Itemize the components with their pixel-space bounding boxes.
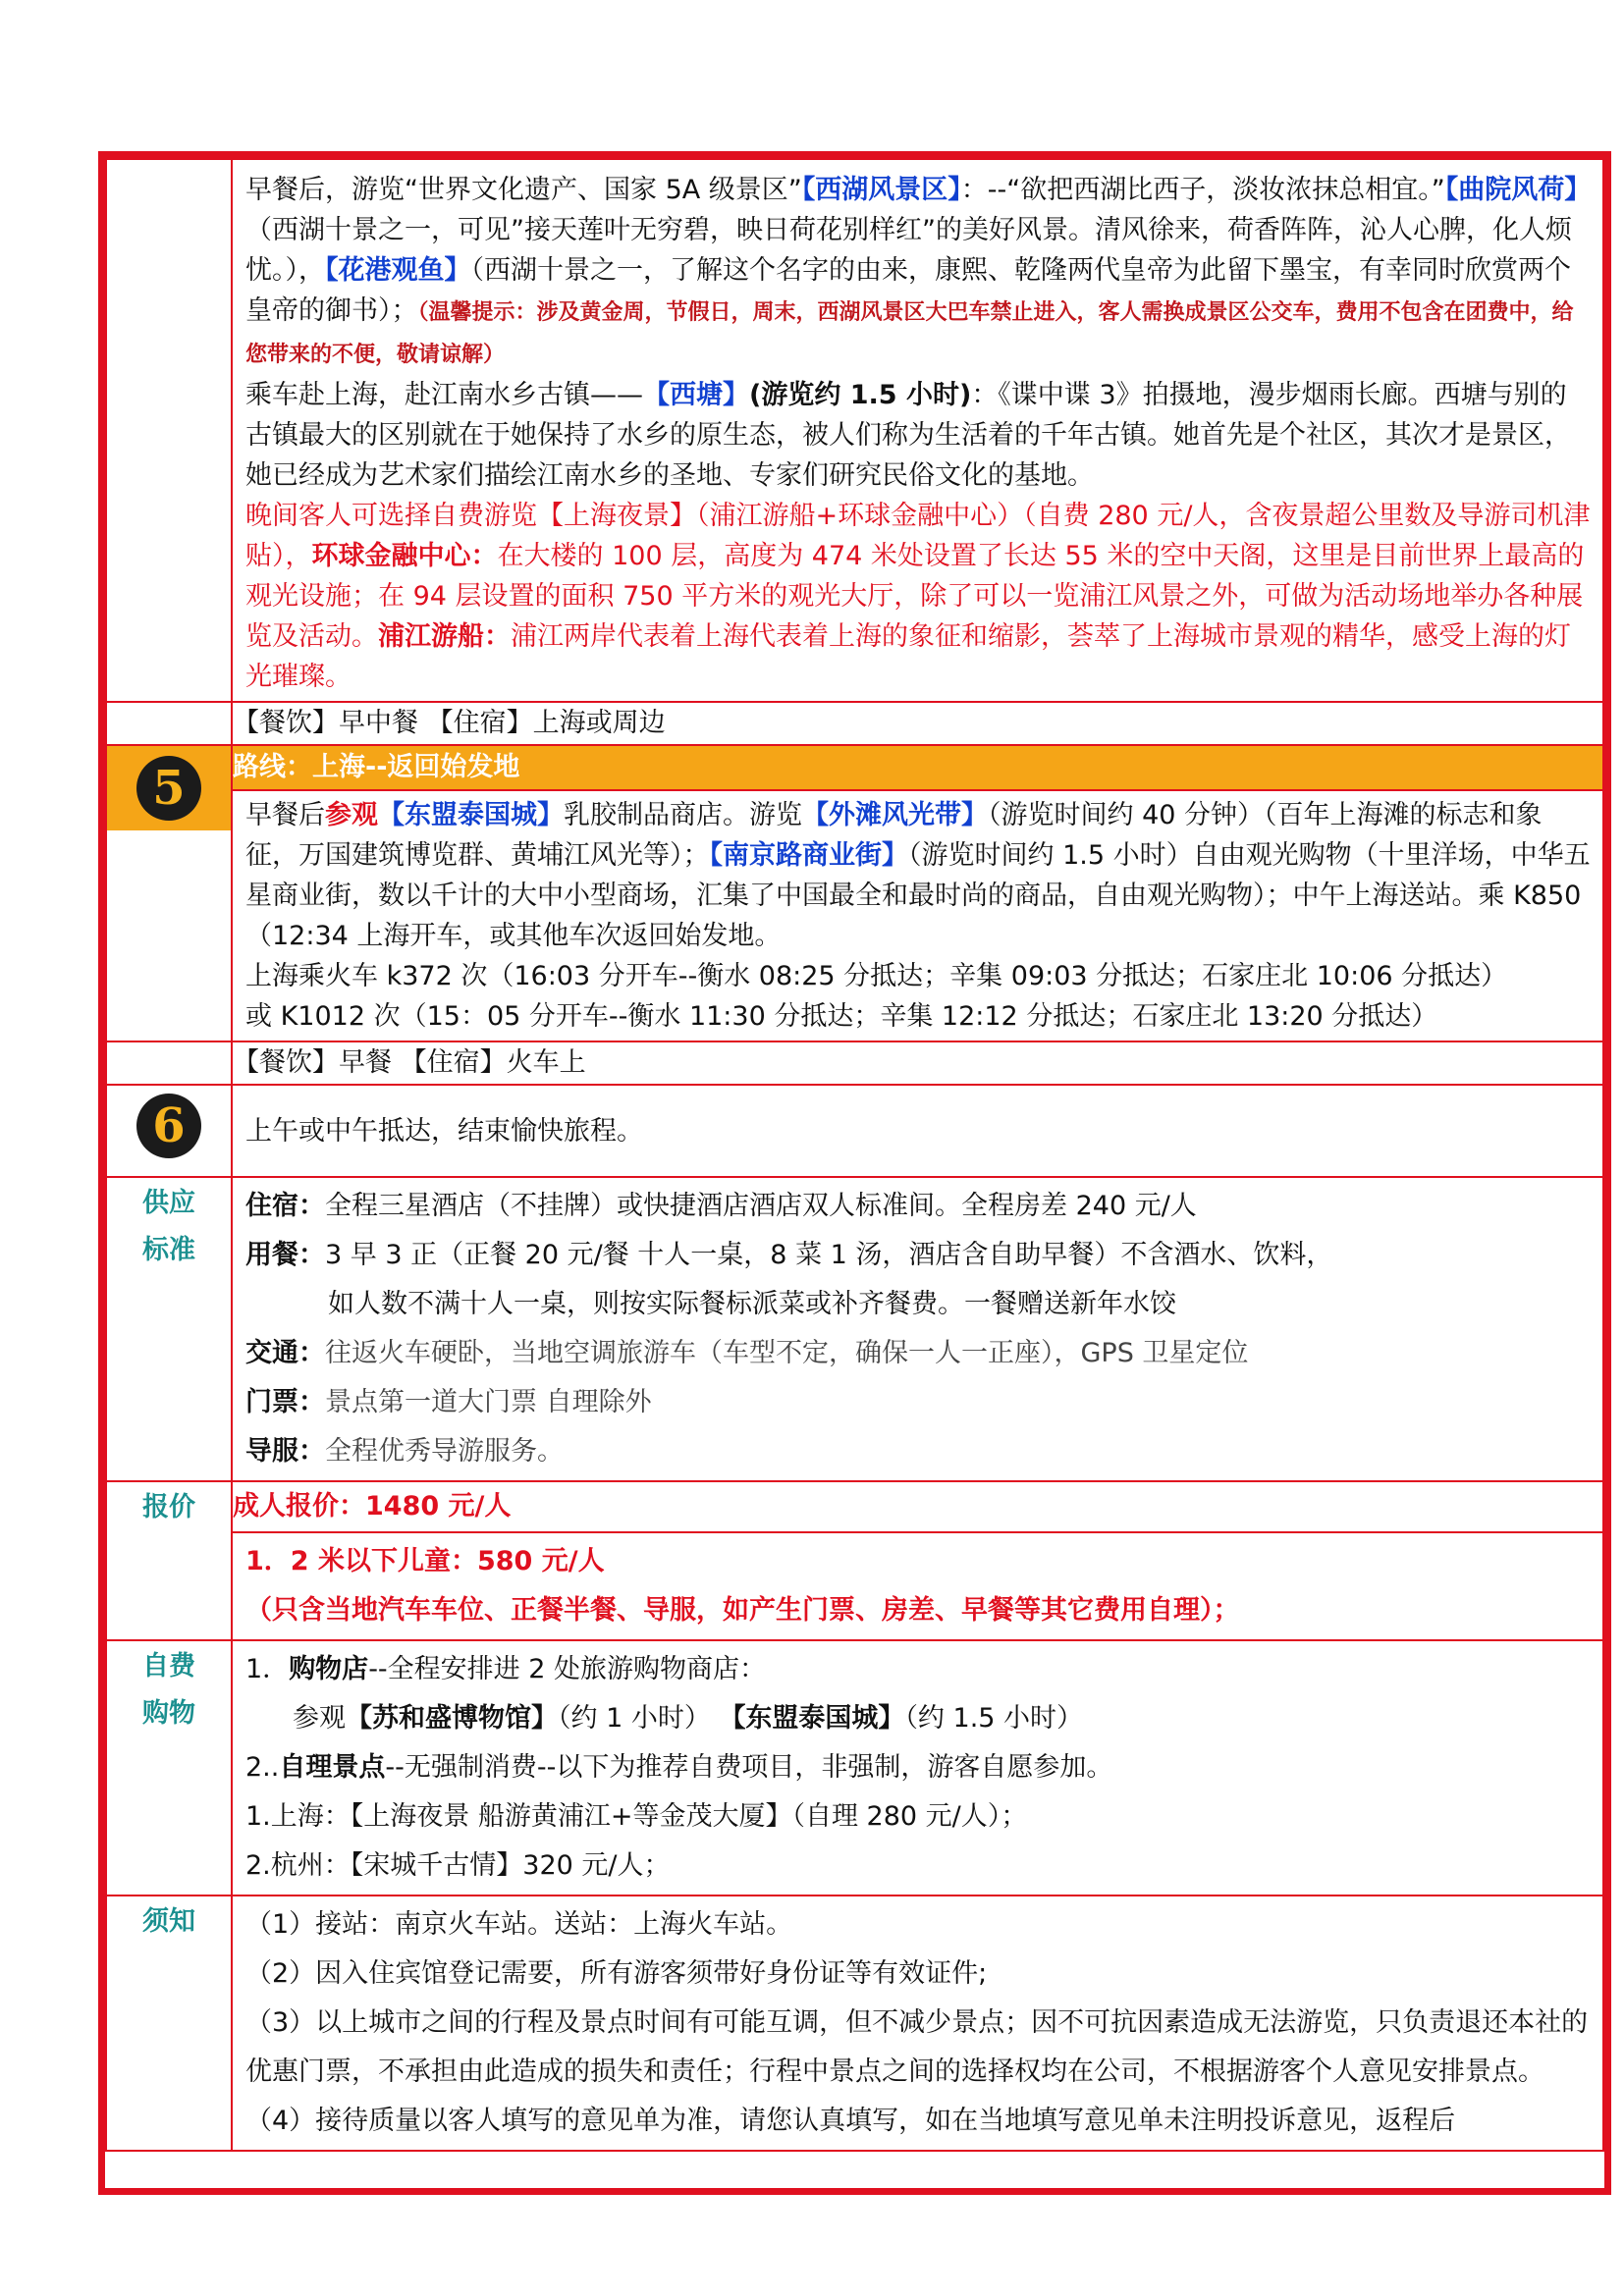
supply-tickets: [245, 1378, 1593, 1427]
quyuan-spot: 【曲院风荷】: [1444, 175, 1592, 205]
transport-key: 交通：: [245, 1338, 325, 1368]
nightview-intro: 晚间客人可选择自费游览【上海夜景】（浦江游船+环球金融中心）（自费 280 元/人，含夜景超公里数及导游司机津贴），: [245, 501, 1591, 571]
itinerary-table: [105, 158, 1604, 2152]
cruise-title: 浦江游船：: [378, 621, 511, 652]
meals-note: 如人数不满十人一桌，则按实际餐标派菜或补齐餐费。一餐赠送新年水饺: [328, 1289, 1176, 1319]
bund-text: （游览时间约 40 分钟）（百年上海滩的标志和象征，万国建筑博览群、黄埔江风光等）；: [245, 800, 1543, 871]
transport-value: 往返火车硬卧，当地空调旅游车（车型不定，确保一人一正座），GPS 卫星定位: [325, 1338, 1249, 1368]
self-num: 2..: [245, 1752, 280, 1783]
guide-key: 导服：: [245, 1436, 325, 1467]
lodging-value: 全程三星酒店（不挂牌）或快捷酒店酒店双人标准间。全程房差 240 元/人: [325, 1191, 1197, 1221]
swfc-title: 环球金融中心：: [311, 541, 498, 571]
day5-route-row: [106, 745, 1603, 790]
day5-intro: 早餐后: [245, 800, 325, 830]
swfc-text: 在大楼的 100 层，高度为 474 米处设置了长达 55 米的空中天阁，这里是目前世界上最高的观光设施；在 94 层设置的面积 750 平方米的观光大厅，除了可以一览浦江风景之外，可做为活动场地举办各种展览及活动。: [245, 541, 1585, 652]
xitang-intro: 乘车赴上海，赴江南水乡古镇——: [245, 380, 643, 410]
notice-label-cell: [106, 1896, 232, 2151]
notice-row: [106, 1896, 1603, 2151]
day6-badge-wrap: [107, 1086, 231, 1158]
guide-value: 全程优秀导游服务。: [325, 1436, 564, 1467]
day6-text: 上午或中午抵达，结束愉快旅程。: [245, 1115, 643, 1147]
self-item-1: 1.上海：【上海夜景 船游黄浦江+等金茂大厦】（自理 280 元/人）；: [245, 1801, 1028, 1832]
day5-number-badge: 5: [136, 756, 201, 821]
price-adult-row: [106, 1481, 1603, 1532]
day4-row: [106, 159, 1603, 702]
day5-meal-row: [106, 1041, 1603, 1085]
supply-meals-note: [245, 1280, 1593, 1329]
westlake-quote: ：--“欲把西湖比西子，淡妆浓抹总相宜。”: [960, 175, 1445, 205]
shop-duration-2: （约 1.5 小时）: [904, 1703, 1084, 1734]
train-k372: 上海乘火车 k372 次（16:03 分开车--衡水 08:25 分抵达；辛集 09:03 分抵达；石家庄北 10:06 分抵达）: [245, 961, 1508, 991]
supply-transport: [245, 1329, 1593, 1378]
notice-item-3: （3）以上城市之间的行程及景点时间有可能互调，但不减少景点；因不可抗因素造成无法游览，只负责退还本社的优惠门票，不承担由此造成的损失和责任；行程中景点之间的选择权均在公司，不根据游客个人意见安排景点。: [245, 2007, 1589, 2087]
day6-number-badge: 6: [136, 1094, 201, 1158]
day5-meal: 【餐饮】早餐 【住宿】火车上: [232, 1041, 1603, 1085]
train-k1012: 或 K1012 次（15：05 分开车--衡水 11:30 分抵达；辛集 12:12 分抵达；石家庄北 13:20 分抵达）: [245, 1001, 1438, 1032]
supply-row: [106, 1177, 1603, 1481]
meals-key: 用餐：: [245, 1240, 325, 1270]
shop-title: [245, 1645, 1593, 1694]
xitang-text: ：《谍中谍 3》拍摄地，漫步烟雨长廊。西塘与别的古镇最大的区别就在于她保持了水乡的原生态，被人们称为生活着的千年古镇。她首先是个社区，其次才是景区，她已经成为艺术家们描绘江南水乡的圣地、专家们研究民俗文化的基地。: [245, 380, 1571, 491]
selfpay-label-1: 自费: [142, 1651, 195, 1682]
price-adult: 成人报价：1480 元/人: [232, 1481, 1603, 1532]
day5-label-cell: [106, 745, 232, 1041]
day6-content: [232, 1085, 1603, 1177]
day4-meal-label: [106, 702, 232, 745]
quyuan-text: （西湖十景之一，可见”接天莲叶无穷碧，映日荷花别样红”的美好风景。清风徐来，荷香阵阵，沁人心脾，化人烦忧。），: [245, 215, 1572, 286]
notice-label: 须知: [142, 1906, 195, 1937]
xitang-paragraph: [245, 375, 1593, 496]
day5-content: [232, 790, 1603, 1041]
self-item-2: 2.杭州：【宋城千古情】320 元/人；: [245, 1850, 671, 1881]
nanjing-road-spot: 【南京路商业街】: [709, 840, 908, 871]
huagang-spot: 【花港观鱼】: [325, 255, 471, 286]
day5-meal-label: [106, 1041, 232, 1085]
day4-meal: 【餐饮】早中餐 【住宿】上海或周边: [232, 702, 1603, 745]
supply-guide: [245, 1427, 1593, 1476]
suhesheng-museum: 【苏和盛博物馆】: [346, 1703, 558, 1734]
westlake-spot: 【西湖风景区】: [801, 175, 961, 205]
day4-meal-row: [106, 702, 1603, 745]
nanjing-road-text: （游览时间约 1.5 小时）自由观光购物（十里洋场，中华五星商业街，数以千计的大中小型商场，汇集了中国最全和最时尚的商品，自由观光购物）；中午上海送站。乘 K850（12:34 上海开车，或其他车次返回始发地。: [245, 840, 1591, 951]
price-label-cell: [106, 1481, 232, 1640]
shop-desc: --全程安排进 2 处旅游购物商店：: [368, 1654, 767, 1684]
supply-label-2: 标准: [142, 1235, 195, 1265]
shop-duration-1: （约 1 小时）: [558, 1703, 720, 1734]
notice-item-2: （2）因入住宾馆登记需要，所有游客须带好身份证等有效证件;: [245, 1958, 988, 1989]
westlake-text: 早餐后，游览“世界文化遗产、国家 5A 级景区”: [245, 175, 802, 205]
day5-route: 路线：上海--返回始发地: [232, 745, 1603, 790]
day5-row: [106, 790, 1603, 1041]
price-child-note: （只含当地汽车车位、正餐半餐、导服，如产生门票、房差、早餐等其它费用自理）；: [245, 1595, 1240, 1626]
bund-spot: 【外滩风光带】: [802, 800, 988, 830]
supply-label-1: 供应: [142, 1188, 195, 1218]
supply-label-cell: [106, 1177, 232, 1481]
supply-meals: [245, 1231, 1593, 1280]
day5-badge-bg: [107, 746, 231, 830]
lodging-key: 住宿：: [245, 1191, 325, 1221]
itinerary-frame: [98, 151, 1611, 2195]
shop-num: 1．: [245, 1654, 290, 1684]
nightview-paragraph: [245, 496, 1593, 697]
selfpay-label-2: 购物: [142, 1698, 195, 1729]
day6-row: [106, 1085, 1603, 1177]
tickets-key: 门票：: [245, 1387, 325, 1417]
xitang-duration: (游览约 1.5 小时): [749, 380, 972, 410]
price-child-cell: [232, 1532, 1603, 1640]
day5-visit: 参观: [325, 800, 378, 830]
selfpay-label-cell: [106, 1640, 232, 1896]
asean-thai-city: 【东盟泰国城】: [378, 800, 564, 830]
day4-label-cell: [106, 159, 232, 702]
shop-line: [245, 1694, 1593, 1743]
price-label: 报价: [142, 1492, 195, 1522]
selfpay-row: [106, 1640, 1603, 1896]
day4-content: [232, 159, 1603, 702]
xitang-spot: 【西塘】: [643, 380, 749, 410]
price-child: 1．2 米以下儿童：580 元/人: [245, 1546, 605, 1576]
cruise-text: 浦江两岸代表着上海代表着上海的象征和缩影，荟萃了上海城市景观的精华，感受上海的灯光璀璨。: [245, 621, 1571, 692]
notice-item-1: （1）接站：南京火车站。送站：上海火车站。: [245, 1909, 793, 1940]
day5-latex: 乳胶制品商店。游览: [564, 800, 802, 830]
asean-thai-city-shop: 【东盟泰国城】: [719, 1703, 905, 1734]
price-child-row: [106, 1532, 1603, 1640]
notice-item-4: （4）接待质量以客人填写的意见单为准，请您认真填写，如在当地填写意见单未注明投诉意见，返程后: [245, 2106, 1456, 2136]
supply-content: [232, 1177, 1603, 1481]
westlake-warning: （温馨提示：涉及黄金周，节假日，周末，西湖风景区大巴车禁止进入，客人需换成景区公交车，费用不包含在团费中，给您带来的不便，敬请谅解）: [245, 300, 1574, 367]
self-heading: 自理景点: [279, 1752, 386, 1783]
supply-lodging: [245, 1182, 1593, 1231]
day5-paragraph: [245, 795, 1593, 956]
selfpay-content: [232, 1640, 1603, 1896]
huagang-text: （西湖十景之一，了解这个名字的由来，康熙、乾隆两代皇帝为此留下墨宝，有幸同时欣赏两个皇帝的御书）；: [245, 255, 1571, 326]
shop-visit: 参观: [293, 1703, 346, 1734]
self-desc: --无强制消费--以下为推荐自费项目，非强制，游客自愿参加。: [385, 1752, 1113, 1783]
westlake-paragraph: [245, 170, 1593, 375]
shop-heading: 购物店: [289, 1654, 369, 1684]
tickets-value: 景点第一道大门票 自理除外: [325, 1387, 652, 1417]
day6-label-cell: [106, 1085, 232, 1177]
notice-content: [232, 1896, 1603, 2151]
self-title: [245, 1743, 1593, 1792]
meals-value: 3 早 3 正（正餐 20 元/餐 十人一桌，8 菜 1 汤，酒店含自助早餐）不含酒水、饮料，: [325, 1240, 1333, 1270]
